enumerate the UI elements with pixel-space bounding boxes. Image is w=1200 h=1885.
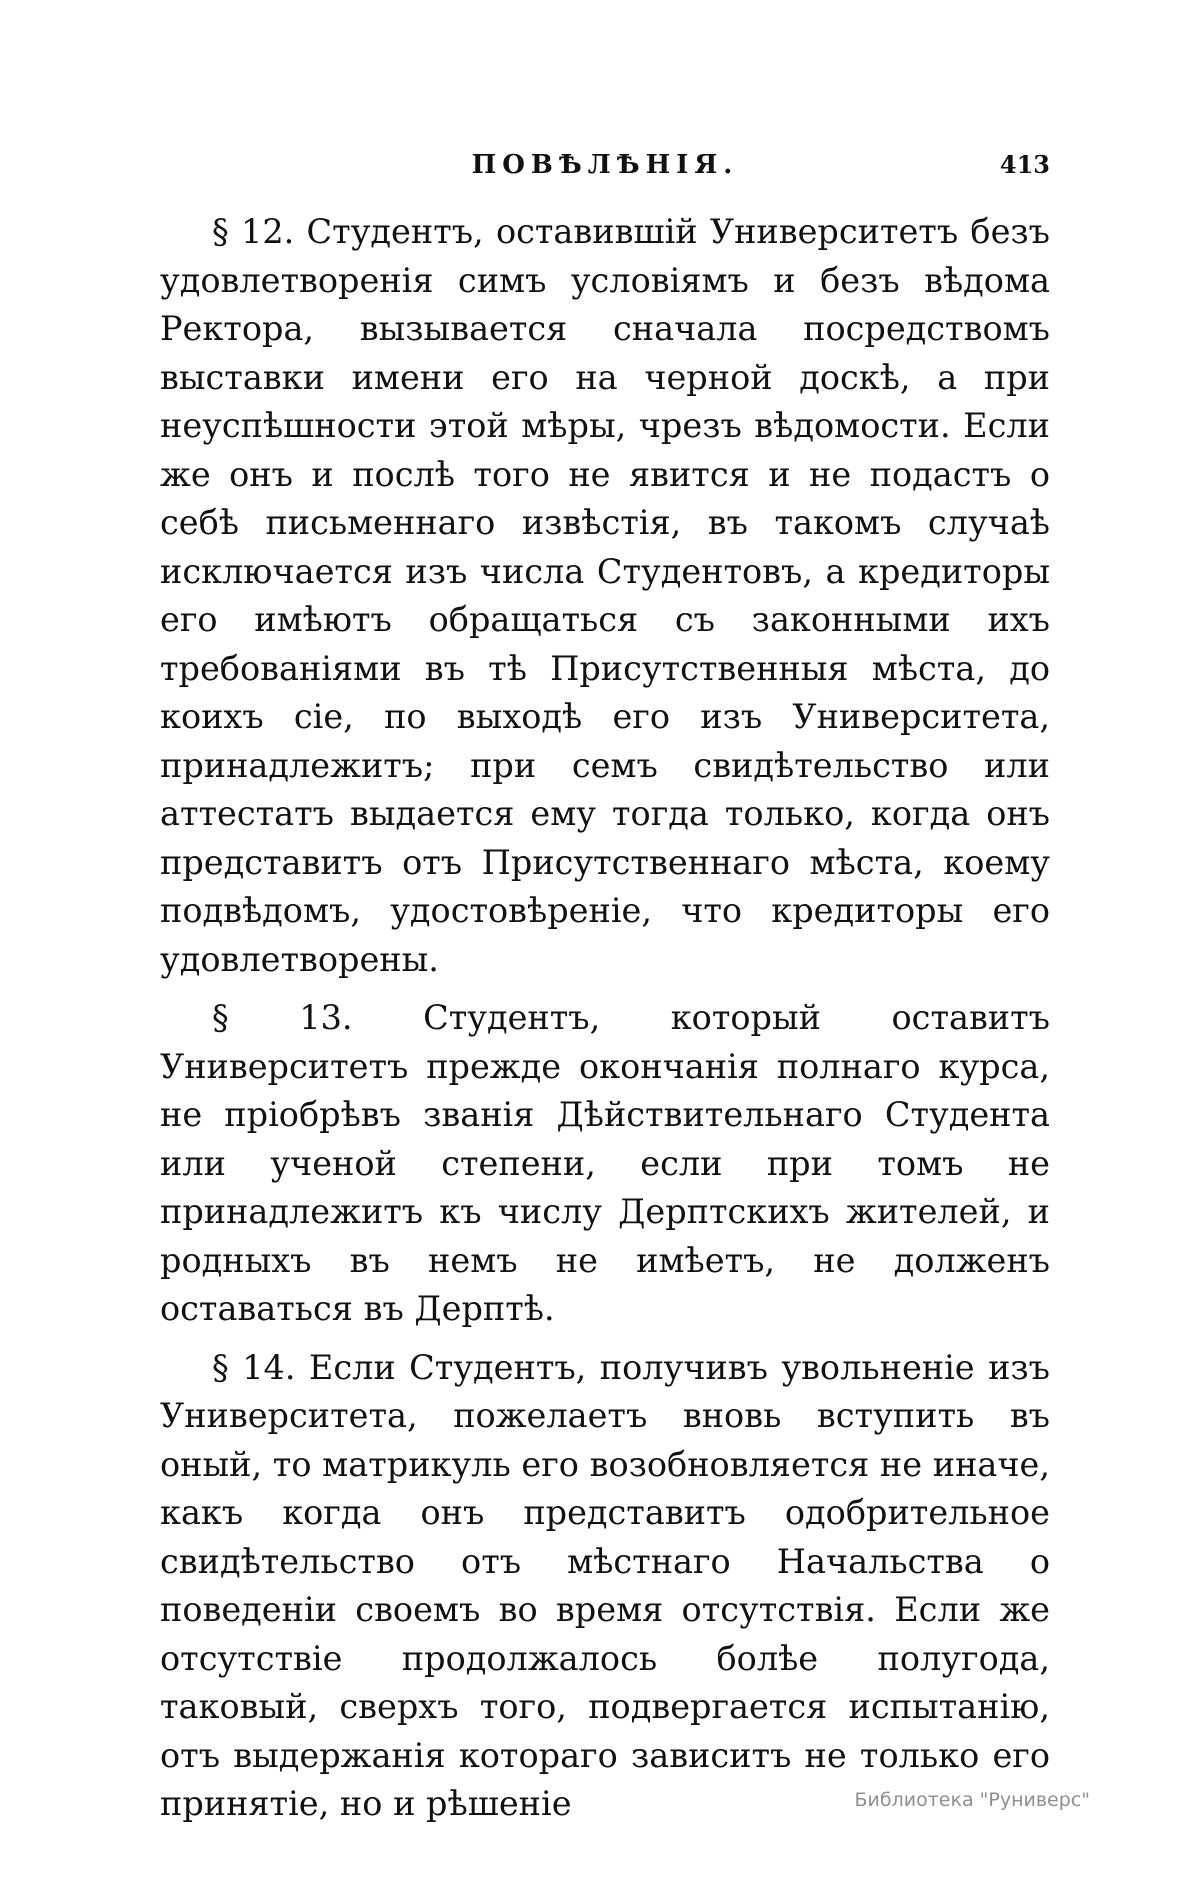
running-title: ПОВѢЛѢНІЯ. (471, 150, 739, 180)
page-number: 413 (999, 150, 1050, 179)
paragraph-section-13: § 13. Студентъ, который оставитъ Университетъ прежде окончанія полнаго курса, не пріобрѣвъ званія Дѣйствительнаго Студента или ученой степени, если при томъ не принадлежитъ къ числу Дерптскихъ жителей, и родныхъ въ немъ не имѣетъ, не долженъ оставаться въ Дерптѣ. (160, 998, 1050, 1328)
paragraph-section-14: § 14. Если Студентъ, получивъ увольненіе изъ Университета, пожелаетъ вновь вступить въ оный, то матрикуль его возобновляется не иначе, какъ когда онъ представитъ одобрительное свидѣтельство отъ мѣстнаго Начальства о поведеніи своемъ во время отсутствія. Если же отсутствіе продолжалось болѣе полугода, таковый, сверхъ того, подвергается испытанію, отъ выдержанія котораго зависитъ не только его принятіе, но и рѣшеніе (160, 1347, 1050, 1823)
running-head (160, 150, 1050, 190)
body-text (160, 208, 1050, 1839)
library-watermark: Библиотека "Руниверс" (854, 1789, 1090, 1811)
paragraph-section-12: § 12. Студентъ, оставившій Университетъ безъ удовлетворенія симъ условіямъ и безъ вѣдома Ректора, вызывается сначала посредствомъ выставки имени его на черной доскѣ, а при неуспѣшности этой мѣры, чрезъ вѣдомости. Если же онъ и послѣ того не явится и не подастъ о себѣ письменнаго извѣстія, въ такомъ случаѣ исключается изъ числа Студентовъ, а кредиторы его имѣютъ обращаться съ законными ихъ требованіями въ тѣ Присутственныя мѣста, до коихъ сіе, по выходѣ его изъ Университета, принадлежитъ; при семъ свидѣтельство или аттестатъ выдается ему тогда только, когда онъ представитъ отъ Присутственнаго мѣста, коему подвѣдомъ, удостовѣреніе, что кредиторы его удовлетворены. (160, 212, 1050, 979)
